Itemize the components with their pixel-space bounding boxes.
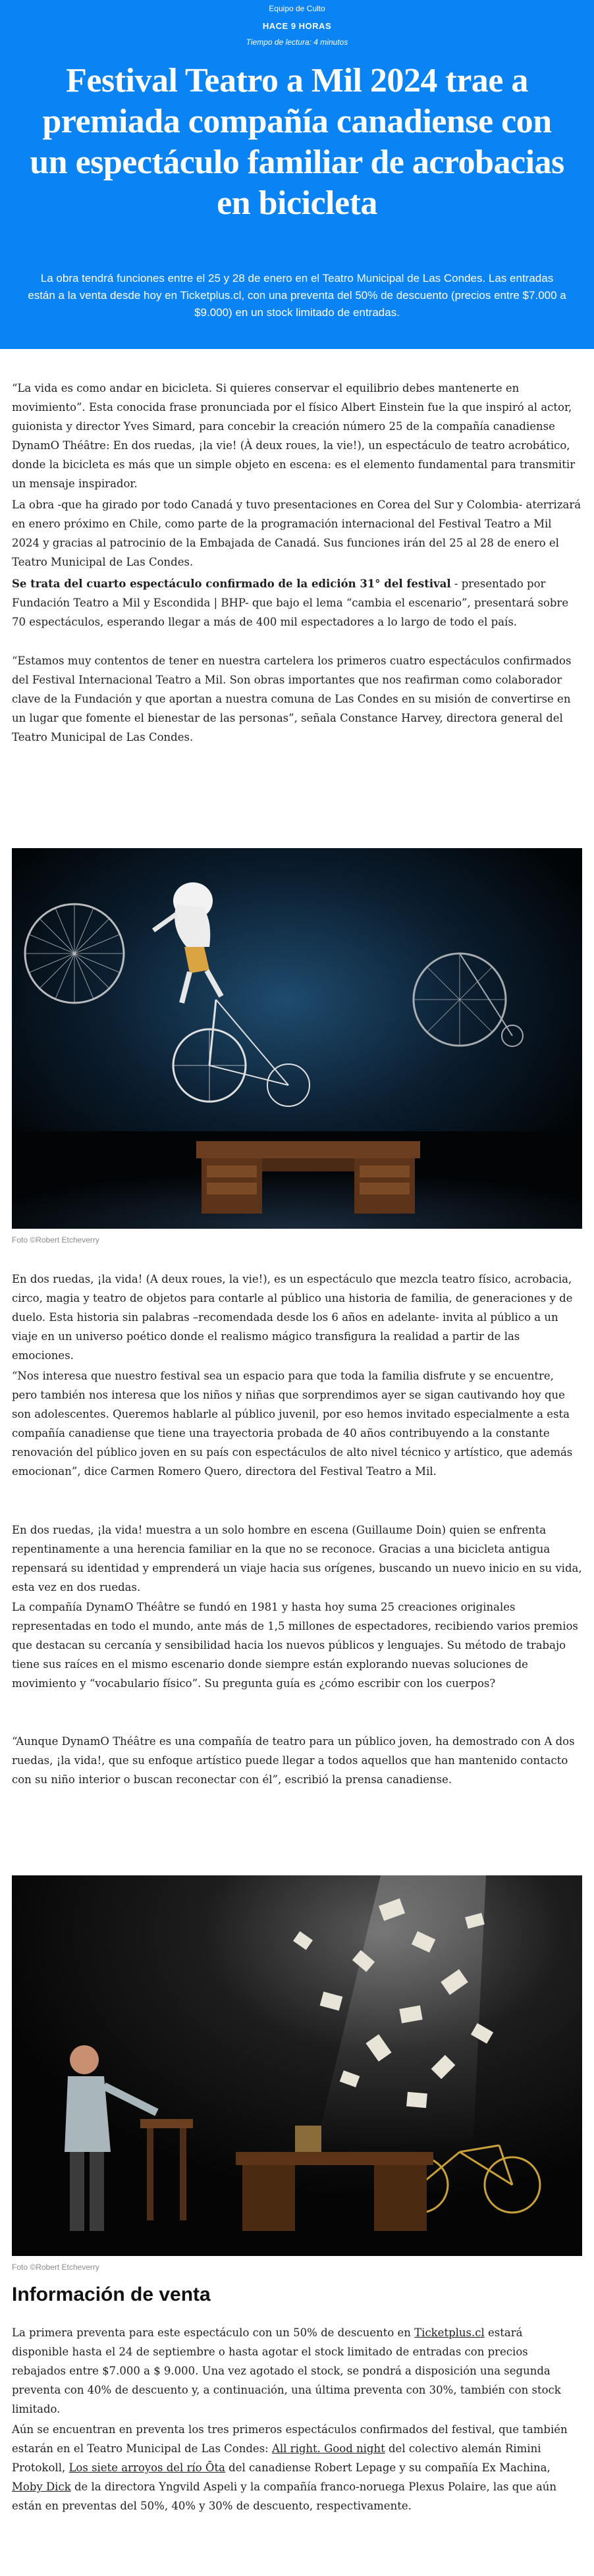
section-title-sales: Información de venta: [12, 2284, 211, 2305]
article-paragraph-3: [12, 574, 582, 631]
article-paragraph-6: “Nos interesa que nuestro festival sea un espacio para que toda la familia disfrute y se encuentre, pero también nos interesa que los niños y niñas que sorprendimos ayer se sigan cautivando hoy que son adolescentes. Queremos hablarle al público juvenil, por eso hemos invitado especialmente a esta compañía canadiense que tiene una trayectoria probada de 40 años contribuyendo a la constante renovación del público joven en su país con espectáculos de alto nivel técnico y artístico, que además emocionan”, dice Carmen Romero Quero, directora del Festival Teatro a Mil.: [12, 1370, 573, 1478]
paragraph-3-bold: Se trata del cuarto espectáculo confirmado de la edición 31° del festival: [12, 577, 451, 590]
article-paragraph-5: En dos ruedas, ¡la vida! (A deux roues, la vie!), es un espectáculo que mezcla teatro físico, acrobacia, circo, magia y teatro de objetos para contarle al público una historia de familia, de generaciones y de duelo. Esta historia sin palabras –recomendada desde los 6 años en adelante- invita al público a un viaje en un universo poético donde el realismo mágico transfigura la realidad a partir de las emociones.: [12, 1273, 573, 1362]
article-paragraph-8: La compañía DynamO Théâtre se fundó en 1981 y hasta hoy suma 25 creaciones originales representadas en todo el mundo, ante más de 1,5 millones de espectadores, recibiendo varios premios que destacan su cercanía y sensibilidad hacia los nuevos públicos y lenguajes. Su método de trabajo tiene sus raíces en el mismo escenario donde siempre están explorando nuevas soluciones de movimiento y “vocabulario físico”. Su pregunta guía es ¿cómo escribir con los cuerpos?: [12, 1601, 578, 1690]
photo-1-caption: Foto ©Robert Etcheverry: [12, 1235, 99, 1245]
paragraph-11-text-d: de la directora Yngvild Aspeli y la compañía franco-noruega Plexus Polaire, las que aún están en preventas del 50%, 40% y 30% de descuento, respectivamente.: [12, 2481, 557, 2512]
page-title: Festival Teatro a Mil 2024 trae a premiada compañía canadiense con un espectáculo familiar de acrobacias en bicicleta: [30, 62, 564, 222]
article-lede: La obra tendrá funciones entre el 25 y 28 de enero en el Teatro Municipal de Las Condes. Las entradas están a la venta desde hoy en Ticketplus.cl, con una preventa del 50% de descuento (precios entre $7.000 a $9.000) en un stock limitado de entradas.: [28, 272, 566, 319]
article-hero: [0, 0, 594, 349]
article-paragraph-10: [12, 2323, 582, 2419]
article-paragraph-2: La obra -que ha girado por todo Canadá y tuvo presentaciones en Corea del Sur y Colombia- aterrizará en enero próximo en Chile, como parte de la programación internacional del Festival Teatro a Mil 2024 y gracias al patrocinio de la Embajada de Canadá. Sus funciones irán del 25 al 28 de enero el Teatro Municipal de Las Condes.: [12, 498, 581, 568]
paragraph-10-text-a: La primera preventa para este espectáculo con un 50% de descuento en: [12, 2326, 415, 2339]
paragraph-11-text-a: Aún se encuentran en preventa los tres primeros espectáculos confirmados del festival, que también estarán en el Teatro Municipal de Las Condes:: [12, 2423, 568, 2455]
paragraph-11-text-b: del colectivo alemán Rimini Protokoll,: [12, 2442, 541, 2474]
article-photo-1: [12, 848, 582, 1229]
siete-arroyos-link[interactable]: Los siete arroyos del río Ōta: [68, 2461, 225, 2474]
paragraph-11-text-c: del canadiense Robert Lepage y su compañía Ex Machina,: [225, 2461, 551, 2474]
article-paragraph-4: “Estamos muy contentos de tener en nuestra cartelera los primeros cuatro espectáculos confirmados del Festival Internacional Teatro a Mil. Son obras importantes que nos reafirman como colaborador clave de la Fundación y que aportan a nuestra comuna de Las Condes en su misión de convertirse en un lugar que fomente el bienestar de las personas”, señala Constance Harvey, directora general del Teatro Municipal de Las Condes.: [12, 655, 572, 743]
moby-dick-link[interactable]: Moby Dick: [12, 2481, 71, 2493]
all-right-good-night-link[interactable]: All right. Good night: [271, 2442, 385, 2455]
photo-flying-papers: [12, 1875, 582, 2256]
article-paragraph-9: “Aunque DynamO Théâtre es una compañía de teatro para un público joven, ha demostrado con A dos ruedas, ¡la vida!, que su enfoque artístico puede llegar a todos aquellos que han mantenido contacto con su niño interior o buscan reconectar con él”, escribió la prensa canadiense.: [12, 1735, 575, 1786]
article-photo-2: [12, 1875, 582, 2256]
photo-acrobat-bicycle: [12, 848, 582, 1229]
article-paragraph-1: “La vida es como andar en bicicleta. Si quieres conservar el equilibrio debes mantenerte en movimiento”. Esta conocida frase pronunciada por el físico Albert Einstein fue la que inspiró al actor, guionista y director Yves Simard, para concebir la creación número 25 de la compañía canadiense DynamO Théâtre: En dos ruedas, ¡la vie! (À deux roues, la vie!), un espectáculo de teatro acrobático, donde la bicicleta es más que un simple objeto en escena: es el elemento fundamental para transmitir un mensaje inspirador.: [12, 382, 576, 490]
article-paragraph-7: En dos ruedas, ¡la vida! muestra a un solo hombre en escena (Guillaume Doin) quien se enfrenta repentinamente a una herencia familiar en la que no se reconoce. Gracias a una bicicleta antigua repensará su identidad y emprenderá un viaje hacia sus orígenes, buscando un nuevo inicio en su vida, esta vez en dos ruedas.: [12, 1524, 582, 1594]
paragraph-10-text-b: estará disponible hasta el 24 de septiembre o hasta agotar el stock limitado de entradas con precios rebajados entre $7.000 a $ 9.000. Una vez agotado el stock, se pondrá a disposición una segunda preventa con 40% de descuento y, a continuación, una última preventa con 30%, también con stock limitado.: [12, 2326, 561, 2415]
publish-time: HACE 9 HORAS: [262, 21, 332, 31]
ticketplus-link[interactable]: Ticketplus.cl: [414, 2326, 485, 2339]
reading-time: Tiempo de lectura: 4 minutos: [246, 38, 348, 47]
paragraph-3-rest: - presentado por Fundación Teatro a Mil y Escondida | BHP- que bajo el lema “cambia el escenario”, presentará sobre 70 espectáculos, esperando llegar a más de 400 mil espectadores a lo largo de todo el país.: [12, 577, 569, 628]
photo-2-caption: Foto ©Robert Etcheverry: [12, 2263, 99, 2272]
author-name[interactable]: Equipo de Culto: [269, 4, 325, 13]
article-paragraph-11: [12, 2420, 582, 2515]
